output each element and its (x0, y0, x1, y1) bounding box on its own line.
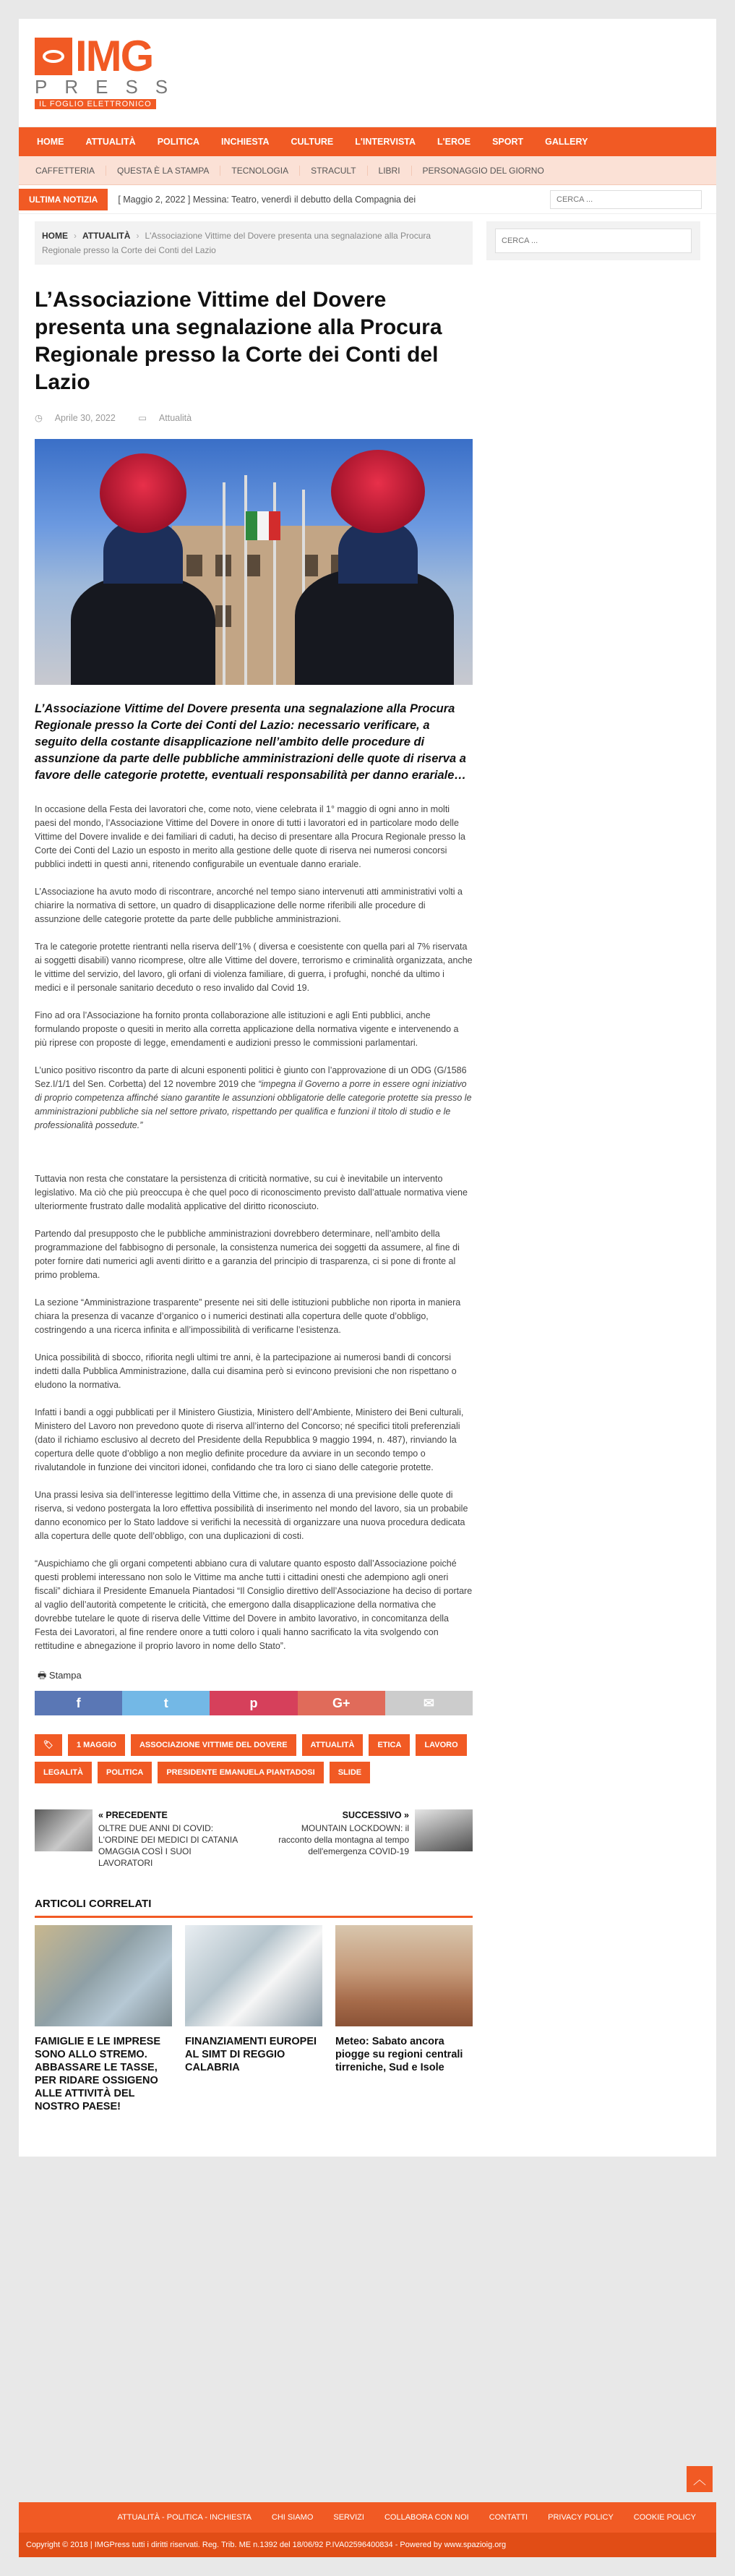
nav-politica[interactable]: POLITICA (157, 137, 200, 147)
prev-title[interactable]: OLTRE DUE ANNI DI COVID: L'ORDINE DEI MEDICI DI CATANIA OMAGGIA COSÌ I SUOI LAVORATORI (98, 1823, 238, 1868)
related-article[interactable] (335, 1925, 473, 2113)
subnav-personaggio[interactable]: PERSONAGGIO DEL GIORNO (422, 165, 544, 176)
footer-link[interactable]: ATTUALITÀ - POLITICA - INCHIESTA (117, 2513, 252, 2522)
article-paragraph: Fino ad ora l’Associazione ha fornito pronta collaborazione alle istituzioni e agli Enti pubblici, anche formulando proposte o quesiti in merito alla corretta applicazione della normativa vigente e intervenendo a più riprese con proposte di legge, emendamenti e audizioni presso le commissioni parlamentari. (35, 1010, 459, 1048)
next-label: SUCCESSIVO » (342, 1810, 409, 1820)
prev-post[interactable] (35, 1809, 244, 1869)
article-paragraph: In occasione della Festa dei lavoratori che, come noto, viene celebrata il 1° maggio di ogni anno in molti paesi del mondo, l’Associazione Vittime del Dovere in onore di tutti i lavoratori ed in particolare modo delle Vittime del Dovere invalide e dei familiari di caduti, ha deciso di presentare alla Procura Regionale presso la Corte dei Conti del Lazio un esposto in merito alla gestione delle quote di riserva nei numerosi concorsi pubblici indetti in questi anni, ritenendo configurabile un eventuale danno erariale. (35, 804, 465, 869)
main-nav (19, 127, 716, 156)
header-search-input[interactable] (550, 190, 702, 209)
related-title[interactable]: FAMIGLIE E LE IMPRESE SONO ALLO STREMO. ABBASSARE LE TASSE, PER RIDARE OSSIGENO ALLE ATTIVITÀ DEL NOSTRO PAESE! (35, 2036, 161, 2112)
article-body (35, 803, 473, 1653)
nav-culture[interactable]: CULTURE (291, 137, 334, 147)
subnav-caffetteria[interactable]: CAFFETTERIA (25, 166, 106, 176)
tag-item[interactable]: SLIDE (330, 1762, 370, 1783)
related-heading: ARTICOLI CORRELATI (35, 1898, 473, 1918)
nav-intervista[interactable]: L'INTERVISTA (355, 137, 416, 147)
nav-eroe[interactable]: L'EROE (437, 137, 471, 147)
copyright: Copyright © 2018 | IMGPress tutti i diritti riservati. Reg. Trib. ME n.1392 del 18/06/92 P.IVA02596400834 - Powered by www.spazioig.org (19, 2533, 716, 2557)
nav-sport[interactable]: SPORT (492, 137, 524, 147)
related-articles (35, 1925, 473, 2113)
footer-link[interactable]: CONTATTI (489, 2513, 528, 2522)
article-paragraph: Infatti i bandi a oggi pubblicati per il Ministero Giustizia, Ministero dell’Ambiente, Ministero dei Beni culturali, Ministero del Lavoro non prevedono quote di riserva all’interno del Concorso; né specifici titoli preferenziali (dato il richiamo esclusivo al decreto del Presidente della Repubblica 9 maggio 1994, n. 487), rinviando la copertura delle quote d’obbligo a non meglio definite procedure da avviare in un secondo tempo o rivalutandole in funzione dei vincitori idonei, confidando che tra loro ci siano delle categorie protette. (35, 1407, 464, 1472)
article-paragraph (35, 1064, 473, 1133)
next-post[interactable] (263, 1809, 473, 1869)
article-paragraph: Partendo dal presupposto che le pubbliche amministrazioni dovrebbero determinare, nell’ambito della programmazione del fabbisogno di personale, la consistenza numerica dei soggetti da assumere, al fine di poter fornire dati numerici agli aventi diritto e a garanzia del principio di trasparenza, ci si pone di fronte al primo problema. (35, 1229, 460, 1280)
article-category[interactable]: Attualità (158, 413, 192, 423)
footer-link[interactable]: COLLABORA CON NOI (384, 2513, 469, 2522)
scroll-top-button[interactable] (687, 2466, 713, 2492)
tag-item[interactable]: PRESIDENTE EMANUELA PIANTADOSI (158, 1762, 323, 1783)
article-paragraph: Tuttavia non resta che constatare la persistenza di criticità normative, su cui è inevitabile un intervento legislativo. Ma ciò che più preoccupa è che quel poco di riconoscimento previsto dall’attuale normativa viene ulteriormente frustrato dalle modalità applicative del diritto riconosciuto. (35, 1174, 468, 1211)
subnav-stampa[interactable]: QUESTA È LA STAMPA (106, 166, 220, 176)
article-paragraph: Tra le categorie protette rientranti nella riserva dell’1% ( diversa e coesistente con quella pari al 7% riservata ai soggetti disabili) vanno ricomprese, oltre alle Vittime del dovere, terrorismo e criminalità organizzata, anche le vittime del servizio, del lavoro, gli orfani di violenza familiare, di guerra, i profughi, nonché da ultimo i medici e il personale sanitario deceduto o reso invalido dal Covid 19. (35, 942, 473, 993)
post-navigation (35, 1809, 473, 1869)
nav-inchiesta[interactable]: INCHIESTA (221, 137, 270, 147)
tag-item[interactable]: LEGALITÀ (35, 1762, 92, 1783)
pinterest-share-button[interactable]: p (210, 1691, 297, 1715)
site-logo[interactable] (35, 32, 208, 110)
logo-press: PRESS (35, 76, 186, 98)
breadcrumb-section[interactable]: ATTUALITÀ (82, 231, 131, 241)
facebook-share-button[interactable]: f (35, 1691, 122, 1715)
google-share-button[interactable]: G+ (298, 1691, 385, 1715)
page-wrapper (19, 19, 716, 2157)
article-date: Aprile 30, 2022 (54, 413, 116, 423)
footer-nav (19, 2502, 716, 2533)
article-paragraph: L’Associazione ha avuto modo di riscontrare, ancorché nel tempo siano intervenuti atti amministrativi volti a chiarire la normativa di settore, un quadro di disapplicazione delle norme riferibili alle procedure di assunzione delle categorie protette da parte delle pubbliche amministrazioni. (35, 887, 463, 924)
related-article[interactable] (185, 1925, 322, 2113)
nav-attualita[interactable]: ATTUALITÀ (85, 137, 136, 147)
logo-sub: IL FOGLIO ELETTRONICO (35, 99, 156, 109)
eye-icon (35, 38, 72, 75)
prev-label: « PRECEDENTE (98, 1810, 168, 1820)
content-area (19, 214, 716, 2157)
subnav-libri[interactable]: LIBRI (368, 166, 412, 176)
article-meta (35, 412, 473, 423)
twitter-share-button[interactable]: t (122, 1691, 210, 1715)
paragraph-text: L’unico positivo riscontro da parte di alcuni esponenti politici è giunto con l’approvazione di un ODG (G/1586 Sez.I/1/1 del Sen. Corbetta) del 12 novembre 2019 che (35, 1065, 467, 1089)
article-paragraph: Una prassi lesiva sia dell’interesse legittimo della Vittime che, in assenza di una previsione delle quote di riserva, si vedono postergata la loro effettiva possibilità di inserimento nel mondo del lavoro, sia un probabile danno economico per lo Stato laddove si verifichi la necessità di organizzare una nuova procedura dedicata alla copertura delle quote dell’obbligo, con una duplicazioni di costi. (35, 1490, 468, 1541)
breadcrumb (35, 221, 473, 265)
footer-link[interactable]: SERVIZI (333, 2513, 364, 2522)
sidebar (486, 214, 700, 2157)
tag-icon: 🏷 (35, 1734, 62, 1756)
logo-main: IMG (75, 32, 153, 80)
footer-link[interactable]: PRIVACY POLICY (548, 2513, 614, 2522)
breadcrumb-current: L'Associazione Vittime del Dovere presenta una segnalazione alla Procura Regionale presso la Corte dei Conti del Lazio (42, 231, 431, 255)
printer-icon: 🖶 (38, 1670, 47, 1681)
paragraph-quote: “impegna il Governo a porre in essere ogni iniziativo di proprio competenza affinché siano garantite le assunzioni obbligatorie delle categorie protette sia presso le amministrazioni pubbliche sia nel settore privato, rispettando per qualifica e funzioni il titolo di studio e le professionalità possedute.” (35, 1079, 472, 1130)
ticker-text[interactable]: [ Maggio 2, 2022 ] Messina: Teatro, venerdì il debutto della Compagnia dei (118, 194, 416, 205)
site-footer (19, 2502, 716, 2557)
article-paragraph: La sezione “Amministrazione trasparente” presente nei siti delle istituzioni pubbliche non riporta in maniera chiara la presenza di vacanze d’organico o i numerici destinati alla copertura delle quote d’obbligo, costringendo a una ricerca infinita e all’impossibilità di verificarne l’esistenza. (35, 1297, 461, 1335)
related-article[interactable] (35, 1925, 172, 2113)
tag-item[interactable]: LAVORO (416, 1734, 466, 1756)
breadcrumb-home[interactable]: HOME (42, 231, 68, 241)
article-paragraph: “Auspichiamo che gli organi competenti abbiano cura di valutare quanto esposto dall’Associazione poiché questi problemi interessano non solo le Vittime ma anche tutti i cittadini onesti che adempiono agli oneri fiscali” dichiara il Presidente Emanuela Piantadosi “Il Consiglio direttivo dell’Associazione ha deciso di portare al vaglio dell’autorità competente le criticità, che emergono dalla disapplicazione della normativa che dovrebbe tutelare le quote di riserva delle Vittime del Dovere in ambito lavorativo, in concomitanza della Festa dei Lavoratori, al fine rendere onore a tutti coloro i quali hanno sacrificato la vita svolgendo con rettitudine e abnegazione il proprio lavoro in nome dello Stato”. (35, 1558, 473, 1651)
related-thumbnail (335, 1925, 473, 2026)
tag-item[interactable]: ATTUALITÀ (302, 1734, 364, 1756)
next-post-thumbnail (415, 1809, 473, 1851)
share-bar (35, 1691, 473, 1715)
subnav-stracult[interactable]: STRACULT (300, 166, 367, 176)
print-label: Stampa (48, 1670, 82, 1681)
article-lead: L’Associazione Vittime del Dovere presenta una segnalazione alla Procura Regionale presso la Corte dei Conti del Lazio: necessario verificare, a seguito della costante disapplicazione nell’ambito delle procedure di assunzione da parte delle pubbliche amministrazioni delle quote di riserva a favore delle categorie protette, eventuali responsabilità per danno erariale… (35, 702, 466, 782)
related-title[interactable]: FINANZIAMENTI EUROPEI AL SIMT DI REGGIO CALABRIA (185, 2036, 317, 2073)
chevron-right-icon: › (136, 231, 139, 241)
sidebar-search (486, 221, 700, 260)
tag-list (35, 1734, 473, 1783)
hero-image (35, 439, 473, 685)
article-title: L’Associazione Vittime del Dovere presenta una segnalazione alla Procura Regionale presso la Corte dei Conti del Lazio (35, 288, 442, 394)
tag-item[interactable]: POLITICA (98, 1762, 152, 1783)
prev-post-thumbnail (35, 1809, 93, 1851)
nav-gallery[interactable]: GALLERY (545, 137, 588, 147)
sub-nav (19, 156, 716, 185)
article-main (35, 214, 473, 2157)
sidebar-search-input[interactable] (495, 229, 692, 253)
related-thumbnail (185, 1925, 322, 2026)
nav-home[interactable]: HOME (37, 137, 64, 147)
email-share-button[interactable]: ✉ (385, 1691, 473, 1715)
next-title[interactable]: MOUNTAIN LOCKDOWN: il racconto della montagna al tempo dell'emergenza COVID-19 (278, 1823, 409, 1856)
article-paragraph: Unica possibilità di sbocco, rifiorita negli ultimi tre anni, è la partecipazione ai numerosi bandi di concorsi indetti dalla Pubblica Amministrazione, dalla cui disamina però si evincono previsioni che non rispettano o eludono la normativa. (35, 1352, 457, 1390)
clock-icon: ◷ (35, 413, 43, 423)
tag-item[interactable]: ASSOCIAZIONE VITTIME DEL DOVERE (131, 1734, 296, 1756)
site-header (19, 19, 716, 127)
tag-item[interactable]: ETICA (369, 1734, 410, 1756)
related-title[interactable]: Meteo: Sabato ancora piogge su regioni centrali tirreniche, Sud e Isole (335, 2036, 463, 2073)
folder-icon: ▭ (138, 413, 147, 423)
news-ticker (19, 185, 716, 214)
footer-link[interactable]: COOKIE POLICY (633, 2513, 696, 2522)
related-thumbnail (35, 1925, 172, 2026)
ticker-label: ULTIMA NOTIZIA (19, 189, 108, 210)
subnav-tecnologia[interactable]: TECNOLOGIA (220, 166, 300, 176)
chevron-up-icon: ︿ (693, 2473, 706, 2487)
footer-link[interactable]: CHI SIAMO (271, 2513, 314, 2522)
tag-item[interactable]: 1 MAGGIO (68, 1734, 125, 1756)
chevron-right-icon: › (74, 231, 77, 241)
print-link[interactable] (38, 1669, 473, 1685)
